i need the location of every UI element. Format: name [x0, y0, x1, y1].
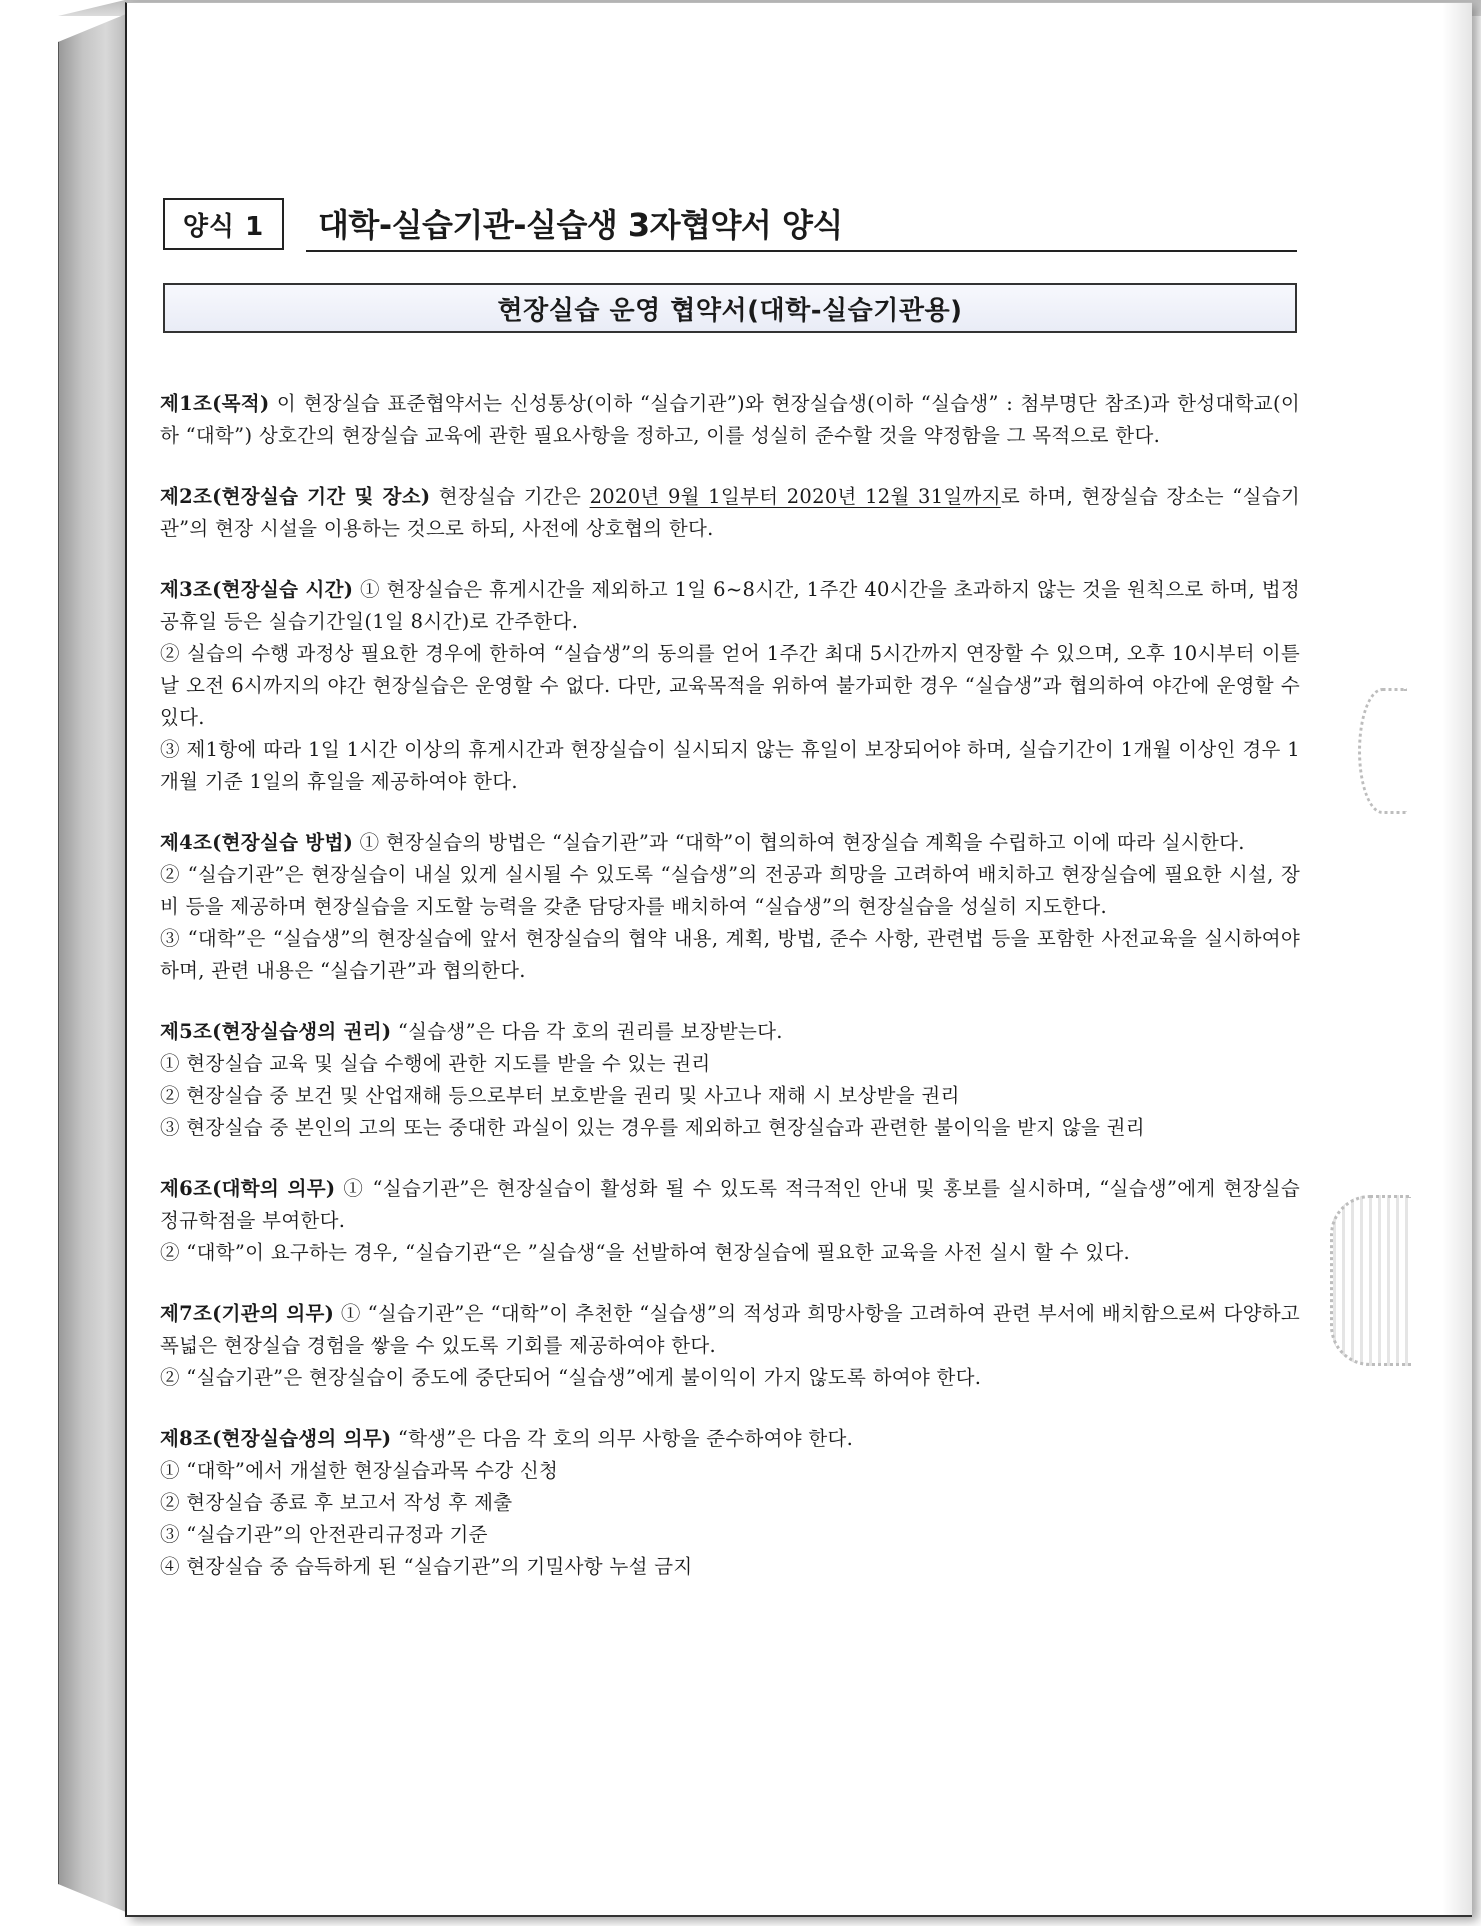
- article-5: [160, 1016, 1300, 1144]
- article-text: 현장실습 기간은: [430, 485, 590, 508]
- article-4: [160, 827, 1300, 987]
- seal-stamp-mark: [1358, 688, 1407, 814]
- article-text: ① “실습기관”은 현장실습이 활성화 될 수 있도록 적극적인 안내 및 홍보를 실시하며, “실습생”에게 현장실습 정규학점을 부여한다.: [160, 1177, 1300, 1232]
- article-6: [160, 1173, 1300, 1269]
- article-heading: 제2조(현장실습 기간 및 장소): [160, 485, 431, 508]
- article-item: ④ 현장실습 중 습득하게 된 “실습기관”의 기밀사항 누설 금지: [160, 1555, 693, 1578]
- article-heading: 제1조(목적): [160, 392, 270, 415]
- article-item: ① “대학”에서 개설한 현장실습과목 수강 신청: [160, 1459, 559, 1482]
- article-paragraph: ② “대학”이 요구하는 경우, “실습기관“은 ”실습생“을 선발하여 현장실습에 필요한 교육을 사전 실시 할 수 있다.: [160, 1241, 1131, 1264]
- article-heading: 제3조(현장실습 시간): [160, 578, 354, 601]
- article-text: 이 현장실습 표준협약서는 신성통상(이하 “실습기관”)와 현장실습생(이하 “실습생” : 첨부명단 참조)과 한성대학교(이하 “대학”) 상호간의 현장실습 교육에 관한 필요사항을 정하고, 이를 성실히 준수할 것을 약정함을 그 목적으로 한다.: [160, 392, 1300, 447]
- article-paragraph: ② 실습의 수행 과정상 필요한 경우에 한하여 “실습생”의 동의를 얻어 1주간 최대 5시간까지 연장할 수 있으며, 오후 10시부터 이튿날 오전 6시까지의 야간 현장실습은 운영할 수 없다. 다만, 교육목적을 위하여 불가피한 경우 “실습생”과 협의하여 야간에 운영할 수 있다.: [160, 642, 1300, 729]
- article-paragraph: [160, 574, 1300, 638]
- article-item: ② 현장실습 종료 후 보고서 작성 후 제출: [160, 1491, 513, 1514]
- article-heading: 제4조(현장실습 방법): [160, 831, 354, 854]
- article-text: ① 현장실습은 휴게시간을 제외하고 1일 6~8시간, 1주간 40시간을 초과하지 않는 것을 원칙으로 하며, 법정 공휴일 등은 실습기간일(1일 8시간)로 간주한다.: [160, 578, 1300, 633]
- article-2: [160, 481, 1300, 545]
- article-paragraph: [160, 827, 1300, 859]
- header-rule: [306, 250, 1297, 252]
- article-heading: 제8조(현장실습생의 의무): [160, 1427, 392, 1450]
- article-item: ② 현장실습 중 보건 및 산업재해 등으로부터 보호받을 권리 및 사고나 재해 시 보상받을 권리: [160, 1084, 960, 1107]
- article-item: ① 현장실습 교육 및 실습 수행에 관한 지도를 받을 수 있는 권리: [160, 1052, 711, 1075]
- form-label: 양식 1: [163, 198, 284, 250]
- article-1: [160, 388, 1300, 452]
- article-paragraph: ② “실습기관”은 현장실습이 내실 있게 실시될 수 있도록 “실습생”의 전공과 희망을 고려하여 배치하고 현장실습에 필요한 시설, 장비 등을 제공하며 현장실습을 지도할 능력을 갖춘 담당자를 배치하여 “실습생”의 현장실습을 성실히 지도한다.: [160, 863, 1300, 918]
- article-paragraph: ② “실습기관”은 현장실습이 중도에 중단되어 “실습생”에게 불이익이 가지 않도록 하여야 한다.: [160, 1366, 982, 1389]
- seal-stamp-mark: [1330, 1195, 1411, 1366]
- article-paragraph: [160, 388, 1300, 452]
- article-paragraph: ③ 제1항에 따라 1일 1시간 이상의 휴게시간과 현장실습이 실시되지 않는 휴일이 보장되어야 하며, 실습기간이 1개월 이상인 경우 1개월 기준 1일의 휴일을 제공하여야 한다.: [160, 738, 1300, 793]
- page-shadow: [1442, 3, 1472, 1915]
- article-text: ① 현장실습의 방법은 “실습기관”과 “대학”이 협의하여 현장실습 계획을 수립하고 이에 따라 실시한다.: [353, 831, 1245, 854]
- article-text: 로 하며, 현장실습 장소는 “실습기관”의 현장 시설을 이용하는 것으로 하되, 사전에 상호협의 한다.: [160, 485, 1300, 540]
- article-paragraph: [160, 1298, 1300, 1362]
- article-3: [160, 574, 1300, 798]
- form-header: [163, 198, 1297, 254]
- article-paragraph: [160, 1016, 1300, 1048]
- agreement-subtitle: 현장실습 운영 협약서(대학-실습기관용): [163, 283, 1297, 333]
- article-heading: 제5조(현장실습생의 권리): [160, 1020, 392, 1043]
- article-text: ① “실습기관”은 “대학”이 추천한 “실습생”의 적성과 희망사항을 고려하여 관련 부서에 배치함으로써 다양하고 폭넓은 현장실습 경험을 쌓을 수 있도록 기회를 제공하여야 한다.: [160, 1302, 1301, 1357]
- article-paragraph: [160, 1423, 1300, 1455]
- article-paragraph: [160, 1173, 1300, 1237]
- article-paragraph: ③ “대학”은 “실습생”의 현장실습에 앞서 현장실습의 협약 내용, 계획, 방법, 준수 사항, 관련법 등을 포함한 사전교육을 실시하여야 하며, 관련 내용은 “실습기관”과 협의한다.: [160, 927, 1300, 982]
- practice-period: 2020년 9월 1일부터 2020년 12월 31일까지: [589, 485, 1001, 508]
- agreement-body: [160, 388, 1300, 1612]
- form-title: 대학-실습기관-실습생 3자협약서 양식: [318, 206, 843, 244]
- article-7: [160, 1298, 1300, 1394]
- article-heading: 제6조(대학의 의무): [160, 1177, 336, 1200]
- article-text: “학생”은 다음 각 호의 의무 사항을 준수하여야 한다.: [391, 1427, 854, 1450]
- article-item: ③ “실습기관”의 안전관리규정과 기준: [160, 1523, 488, 1546]
- article-heading: 제7조(기관의 의무): [160, 1302, 335, 1325]
- article-paragraph: [160, 481, 1300, 545]
- book-side-edge: [58, 14, 126, 1912]
- article-item: ③ 현장실습 중 본인의 고의 또는 중대한 과실이 있는 경우를 제외하고 현장실습과 관련한 불이익을 받지 않을 권리: [160, 1116, 1145, 1139]
- article-text: “실습생”은 다음 각 호의 권리를 보장받는다.: [391, 1020, 783, 1043]
- article-8: [160, 1423, 1300, 1583]
